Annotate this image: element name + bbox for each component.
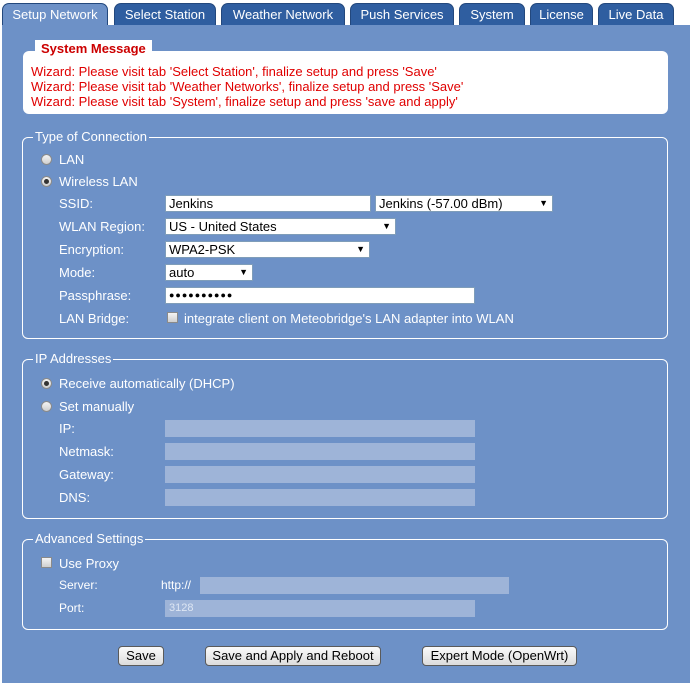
save-apply-reboot-button[interactable]: Save and Apply and Reboot (205, 646, 381, 666)
ip-legend: IP Addresses (35, 351, 112, 366)
chevron-down-icon: ▼ (382, 221, 391, 231)
wireless-lan-label: Wireless LAN (59, 174, 138, 189)
gateway-input[interactable] (165, 466, 475, 483)
use-proxy-checkbox[interactable] (41, 557, 52, 568)
tab-live-data[interactable]: Live Data (598, 3, 674, 25)
tab-setup-network[interactable]: Setup Network (2, 3, 108, 25)
gateway-label: Gateway: (59, 467, 114, 482)
tab-weather-network[interactable]: Weather Network (221, 3, 345, 25)
wlan-region-select[interactable] (165, 218, 396, 235)
netmask-input[interactable] (165, 443, 475, 460)
tab-bar (2, 3, 690, 25)
passphrase-label: Passphrase: (59, 288, 132, 303)
netmask-label: Netmask: (59, 444, 114, 459)
ip-label: IP: (59, 421, 75, 436)
manual-ip-label: Set manually (59, 399, 135, 414)
server-label: Server: (59, 578, 98, 592)
wlan-region-value: US - United States (169, 219, 277, 234)
chevron-down-icon: ▼ (356, 244, 365, 254)
encryption-value: WPA2-PSK (169, 242, 236, 257)
system-message-line: Wizard: Please visit tab 'Weather Networks', finalize setup and press 'Save' (31, 79, 464, 94)
chevron-down-icon: ▼ (239, 267, 248, 277)
dhcp-label: Receive automatically (DHCP) (59, 376, 235, 391)
system-message-title: System Message (35, 40, 152, 57)
proxy-server-input[interactable] (200, 577, 509, 594)
lan-bridge-label: LAN Bridge: (59, 311, 130, 326)
proxy-port-input[interactable]: 3128 (165, 600, 475, 617)
lan-radio[interactable] (41, 154, 52, 165)
chevron-down-icon: ▼ (539, 198, 548, 208)
expert-mode-button[interactable]: Expert Mode (OpenWrt) (422, 646, 577, 666)
mode-label: Mode: (59, 265, 96, 280)
dhcp-radio[interactable] (41, 378, 52, 389)
manual-ip-radio[interactable] (41, 401, 52, 412)
wireless-lan-radio[interactable] (41, 176, 52, 187)
mode-select[interactable] (165, 264, 253, 281)
dns-input[interactable] (165, 489, 475, 506)
dns-label: DNS: (59, 490, 91, 505)
ssid-input[interactable]: Jenkins (165, 195, 371, 212)
ip-input[interactable] (165, 420, 475, 437)
lan-bridge-text: integrate client on Meteobridge's LAN adapter into WLAN (184, 311, 514, 326)
advanced-legend: Advanced Settings (35, 531, 144, 546)
tab-select-station[interactable]: Select Station (114, 3, 216, 25)
ssid-scan-select[interactable] (375, 195, 553, 212)
passphrase-input[interactable]: ●●●●●●●●●● (165, 287, 475, 304)
tab-license[interactable]: License (530, 3, 593, 25)
server-prefix: http:// (161, 578, 192, 592)
wlan-region-label: WLAN Region: (59, 219, 145, 234)
connection-fieldset (22, 129, 668, 339)
encryption-select[interactable] (165, 241, 370, 258)
encryption-label: Encryption: (59, 242, 125, 257)
system-message-box (23, 41, 668, 114)
port-label: Port: (59, 601, 85, 615)
ssid-scan-value: Jenkins (-57.00 dBm) (379, 196, 503, 211)
lan-label: LAN (59, 152, 85, 167)
mode-value: auto (169, 265, 195, 280)
connection-legend: Type of Connection (35, 129, 148, 144)
tab-system[interactable]: System (459, 3, 525, 25)
lan-bridge-checkbox[interactable] (167, 312, 178, 323)
system-message-line: Wizard: Please visit tab 'System', finalize setup and press 'save and apply' (31, 94, 458, 109)
use-proxy-label: Use Proxy (59, 556, 119, 571)
ssid-label: SSID: (59, 196, 93, 211)
system-message-line: Wizard: Please visit tab 'Select Station', finalize setup and press 'Save' (31, 64, 437, 79)
save-button[interactable]: Save (118, 646, 164, 666)
tab-push-services[interactable]: Push Services (350, 3, 454, 25)
